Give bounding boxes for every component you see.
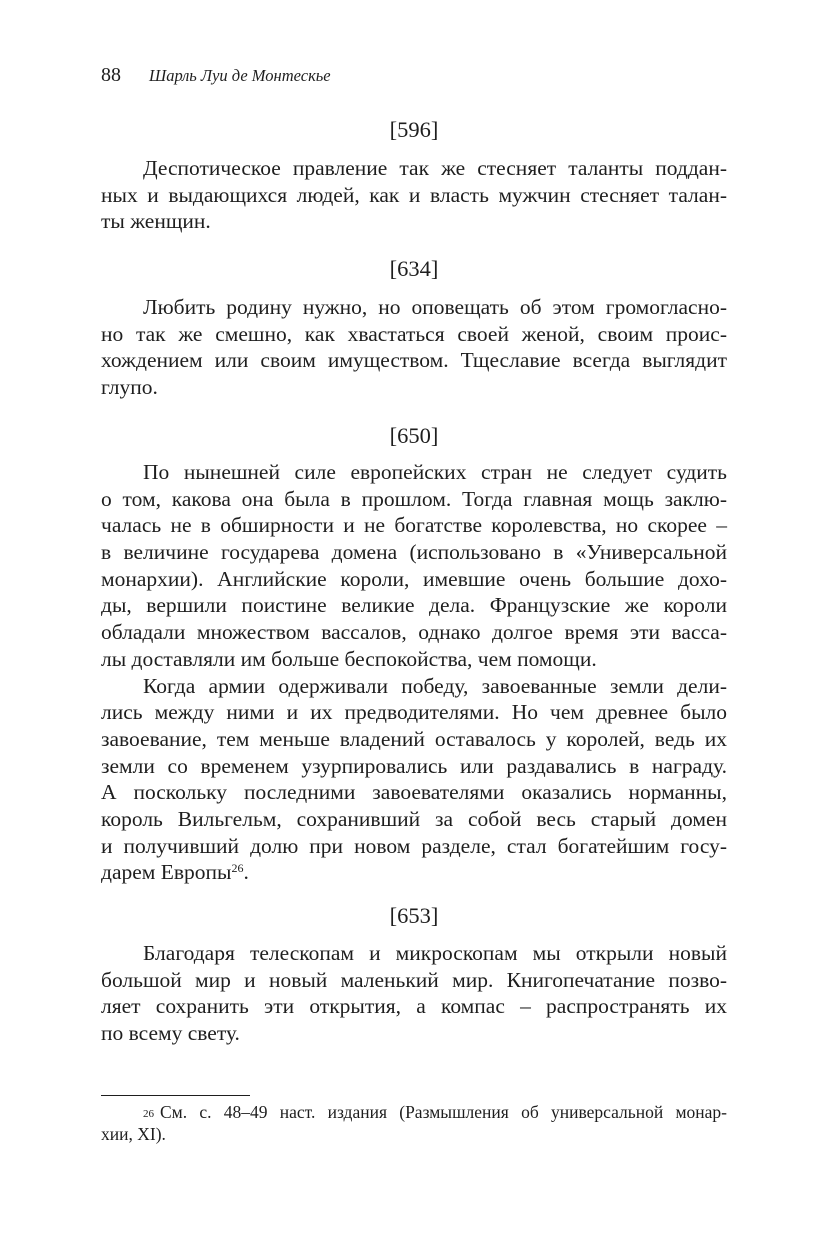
text-line: А поскольку последними завоевателями оказались норманны,	[101, 780, 727, 805]
footnote-rule	[101, 1095, 250, 1096]
running-head	[101, 64, 331, 87]
footnote-line: хии, XI).	[101, 1124, 166, 1144]
text-line: Деспотическое правление так же стесняет таланты поддан-	[143, 156, 727, 180]
text-line: земли со временем узурпировались или раздавались в награду.	[101, 753, 727, 778]
text-line: большой мир и новый маленький мир. Книгопечатание позво-	[101, 967, 727, 992]
footnote-reference: 26	[231, 861, 244, 876]
footnote-line	[101, 1101, 727, 1123]
footnote-text: См. с. 48–49 наст. издания (Размышления об универсальной монар-	[160, 1102, 727, 1122]
text-line: монархии). Английские короли, имевшие очень большие дохо-	[101, 566, 727, 591]
text-line: по всему свету.	[101, 1021, 240, 1046]
text-fragment: дарем Европы	[101, 860, 232, 885]
paragraph-653	[101, 940, 727, 1047]
text-line: ты женщин.	[101, 209, 211, 234]
text-line: По нынешней силе европейских стран не следует судить	[143, 460, 727, 484]
text-line: ляет сохранить эти открытия, а компас – распространять их	[101, 994, 727, 1019]
text-line	[101, 859, 727, 886]
text-line: Любить родину нужно, но оповещать об этом громогласно-	[143, 295, 727, 319]
text-line: о том, какова она была в прошлом. Тогда главная мощь заклю-	[101, 486, 727, 511]
paragraph-596	[101, 155, 727, 235]
paragraph-634	[101, 294, 727, 401]
text-line: обладали множеством вассалов, однако долгое время эти васса-	[101, 620, 727, 645]
running-head-author: Шарль Луи де Монтескье	[149, 66, 331, 85]
text-line: Благодаря телескопам и микроскопам мы открыли новый	[143, 941, 727, 965]
text-line: лы доставляли им больше беспокойства, чем помощи.	[101, 646, 597, 671]
text-line: лись между ними и их предводителями. Но чем древнее было	[101, 700, 727, 725]
text-fragment: .	[243, 860, 249, 885]
page-number: 88	[101, 64, 121, 86]
section-number-596: [596]	[389, 117, 439, 142]
text-line: в величине государева домена (использовано в «Универсальной	[101, 540, 727, 565]
text-line: король Вильгельм, сохранивший за собой весь старый домен	[101, 806, 727, 831]
text-line: хождением или своим имуществом. Тщеславие всегда выглядит	[101, 348, 727, 373]
text-line: завоевание, тем меньше владений оставалось у королей, ведь их	[101, 726, 727, 751]
paragraph-650-1	[101, 459, 727, 886]
text-line: Когда армии одерживали победу, завоеванные земли дели-	[143, 673, 727, 698]
footnote	[101, 1101, 727, 1145]
footnote-marker: 26	[143, 1108, 154, 1120]
text-line: чалась не в обширности и не богатстве королевства, но скорее –	[101, 513, 727, 538]
section-number-634: [634]	[389, 256, 439, 281]
text-line: ды, вершили поистине великие дела. Французские же короли	[101, 593, 727, 618]
text-line: и получивший долю при новом разделе, стал богатейшим госу-	[101, 833, 727, 858]
text-line: глупо.	[101, 375, 158, 400]
text-line: ных и выдающихся людей, как и власть мужчин стесняет талан-	[101, 182, 727, 207]
section-number-650: [650]	[389, 423, 439, 448]
text-line: но так же смешно, как хвастаться своей женой, своим проис-	[101, 321, 727, 346]
section-number-653: [653]	[389, 903, 439, 928]
